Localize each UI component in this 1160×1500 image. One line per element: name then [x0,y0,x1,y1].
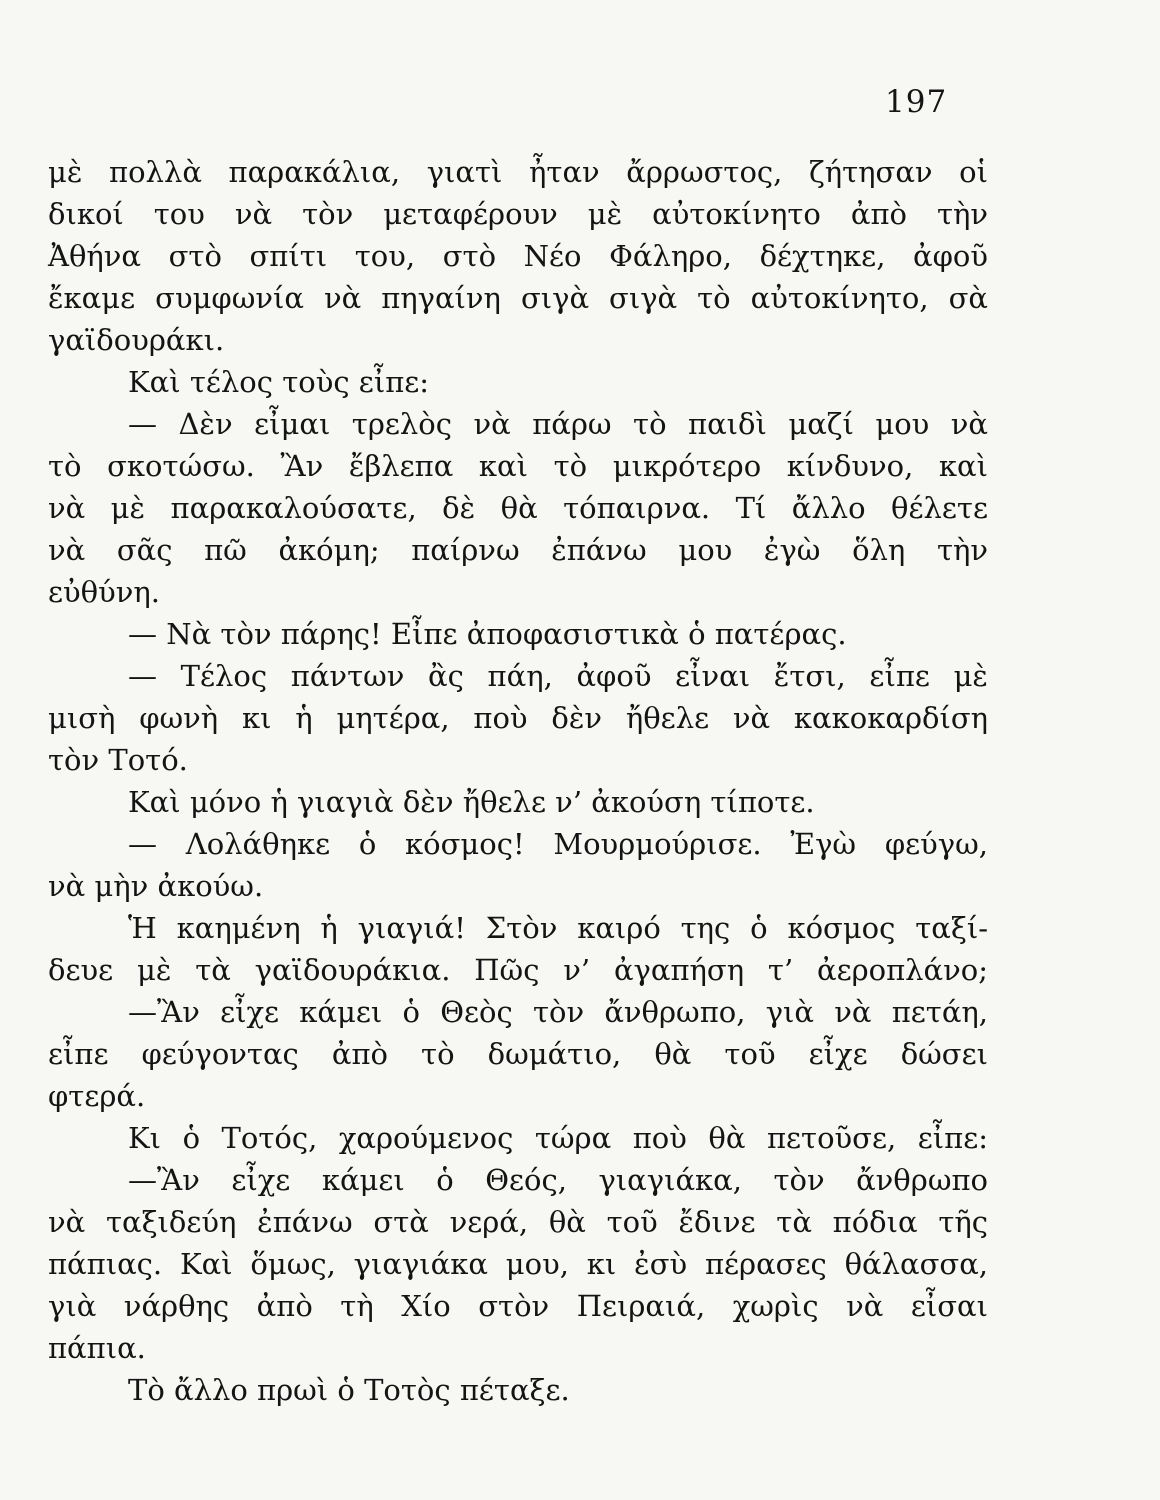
text-line: πάπιας. Καὶ ὅμως, γιαγιάκα μου, κι ἐσὺ πέρασες θάλασσα, [48,1247,988,1281]
text-line: γαϊδουράκι. [48,323,225,357]
text-line: Κι ὁ Τοτός, χαρούμενος τώρα ποὺ θὰ πετοῦσε, εἶπε: [128,1121,988,1155]
text-line: εἶπε φεύγοντας ἀπὸ τὸ δωμάτιο, θὰ τοῦ εἶχε δώσει [48,1037,988,1071]
text-line: γιὰ νάρθης ἀπὸ τὴ Χίο στὸν Πειραιά, χωρὶς νὰ εἶσαι [48,1289,988,1323]
text-line: νὰ μὲ παρακαλούσατε, δὲ θὰ τόπαιρνα. Τί ἄλλο θέλετε [48,491,988,525]
text-line: Ἡ καημένη ἡ γιαγιά! Στὸν καιρό της ὁ κόσμος ταξί- [128,911,988,945]
page-number: 197 [885,84,948,120]
text-line: —Ἂν εἶχε κάμει ὁ Θεός, γιαγιάκα, τὸν ἄνθρωπο [128,1163,988,1197]
text-line: — Λολάθηκε ὁ κόσμος! Μουρμούρισε. Ἐγὼ φεύγω, [128,827,988,861]
text-line: τὸν Τοτό. [48,743,188,777]
text-line: τὸ σκοτώσω. Ἂν ἔβλεπα καὶ τὸ μικρότερο κίνδυνο, καὶ [48,449,988,483]
text-line: — Δὲν εἶμαι τρελὸς νὰ πάρω τὸ παιδὶ μαζί μου νὰ [128,407,988,441]
text-line: Καὶ τέλος τοὺς εἶπε: [128,365,430,399]
text-line: δικοί του νὰ τὸν μεταφέρουν μὲ αὐτοκίνητο ἀπὸ τὴν [48,197,988,231]
text-line: — Τέλος πάντων ἂς πάη, ἀφοῦ εἶναι ἔτσι, εἶπε μὲ [128,659,988,693]
text-line: νὰ ταξιδεύη ἐπάνω στὰ νερά, θὰ τοῦ ἔδινε τὰ πόδια τῆς [48,1205,988,1239]
text-line: — Νὰ τὸν πάρης! Εἶπε ἀποφασιστικὰ ὁ πατέρας. [128,617,847,651]
text-line: πάπια. [48,1331,146,1365]
text-line: ἔκαμε συμφωνία νὰ πηγαίνη σιγὰ σιγὰ τὸ αὐτοκίνητο, σὰ [48,281,988,315]
text-line: Καὶ μόνο ἡ γιαγιὰ δὲν ἤθελε ν’ ἀκούση τίποτε. [128,785,815,819]
text-line: δευε μὲ τὰ γαϊδουράκια. Πῶς ν’ ἀγαπήση τ’ ἀεροπλάνο; [48,953,988,987]
text-line: νὰ μὴν ἀκούω. [48,869,264,903]
text-line: εὐθύνη. [48,575,160,609]
text-line: νὰ σᾶς πῶ ἀκόμη; παίρνω ἐπάνω μου ἐγὼ ὅλη τὴν [48,533,988,567]
text-line: Τὸ ἄλλο πρωὶ ὁ Τοτὸς πέταξε. [128,1373,570,1407]
text-line: —Ἂν εἶχε κάμει ὁ Θεὸς τὸν ἄνθρωπο, γιὰ νὰ πετάη, [128,995,988,1029]
text-line: μισὴ φωνὴ κι ἡ μητέρα, ποὺ δὲν ἤθελε νὰ κακοκαρδίση [48,701,988,735]
text-line: μὲ πολλὰ παρακάλια, γιατὶ ἦταν ἄρρωστος, ζήτησαν οἱ [48,155,988,189]
text-line: φτερά. [48,1079,146,1113]
text-line: Ἀθήνα στὸ σπίτι του, στὸ Νέο Φάληρο, δέχτηκε, ἀφοῦ [48,239,988,273]
